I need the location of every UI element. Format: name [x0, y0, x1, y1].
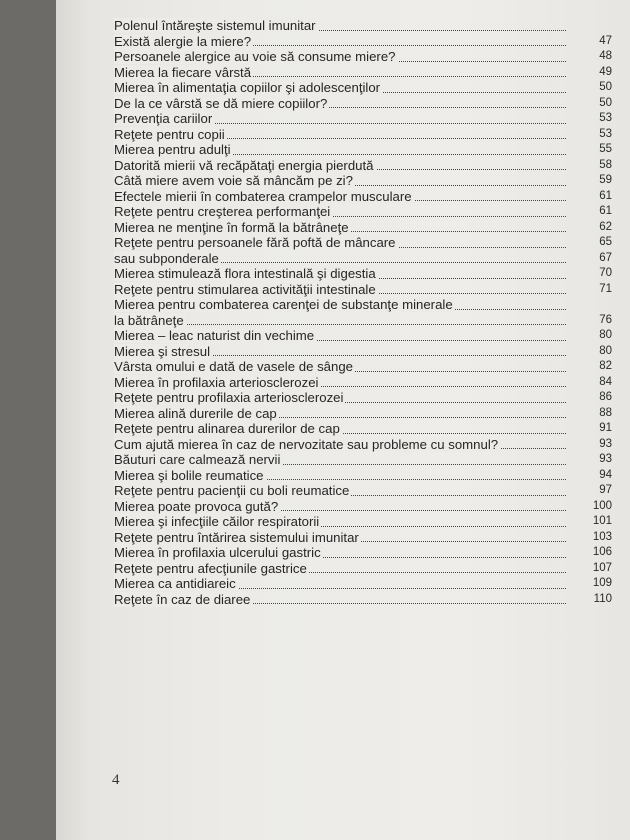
toc-entry: [114, 49, 612, 65]
toc-entry-title: Reţete pentru stimularea activităţii intestinale: [114, 281, 376, 297]
toc-entry: [114, 437, 612, 453]
toc-entry-page: 100: [592, 499, 612, 512]
toc-entry: [114, 483, 612, 499]
toc-entry-title: Reţete pentru alinarea durerilor de cap: [114, 421, 340, 436]
toc-entry-page: 93: [599, 453, 612, 465]
toc-entry-title: Reţete pentru copii: [114, 126, 225, 142]
toc-entry: [114, 80, 612, 96]
toc-entry-page: 53: [599, 112, 612, 124]
toc-entry-title: Mierea ne menţine în formă la bătrâneţe: [114, 219, 349, 235]
toc-entry-title: Mierea poate provoca gută?: [114, 498, 279, 514]
toc-entry-title: Mierea şi stresul: [114, 343, 211, 359]
toc-entry-page: 80: [599, 329, 612, 341]
toc-entry: [114, 220, 612, 236]
toc-entry-page: 59: [599, 174, 612, 186]
toc-entry-page: 82: [599, 360, 612, 372]
toc-entry-page: 94: [599, 468, 612, 481]
toc-entry: [114, 514, 612, 530]
toc-entry: [114, 499, 612, 515]
toc-entry-title: Mierea ca antidiareic: [114, 576, 236, 591]
toc-entry-title: Mierea alină durerile de cap: [114, 405, 277, 421]
toc-entry: [114, 390, 612, 406]
toc-entry-title: sau subponderale: [114, 250, 219, 266]
toc-entry-title: Reţete pentru persoanele fără poftă de mâncare: [114, 235, 396, 250]
toc-entry-page: 61: [599, 205, 612, 217]
toc-entry-page: 70: [599, 267, 612, 279]
toc-entry: [114, 204, 612, 220]
toc-entry-title: Mierea – leac naturist din vechime: [114, 328, 315, 343]
toc-entry-page: 88: [599, 406, 612, 419]
toc-entry-title: Mierea în profilaxia ulcerului gastric: [114, 545, 321, 560]
toc-entry-title: Mierea şi infecţiile căilor respiratorii: [114, 514, 320, 529]
toc-entry: [114, 328, 612, 344]
toc-entry-page: 103: [592, 530, 612, 543]
toc-entry-title: Băuturi care calmează nervii: [114, 452, 281, 467]
toc-entry: [114, 251, 612, 267]
toc-entry-page: 50: [599, 96, 612, 109]
toc-entry: [114, 127, 612, 143]
toc-entry-title: Cum ajută mierea în caz de nervozitate sau probleme cu somnul?: [114, 436, 499, 452]
toc-entry-page: 65: [599, 236, 612, 248]
toc-entry-page: 107: [592, 561, 612, 574]
toc-entry-title: Mierea în profilaxia arteriosclerozei: [114, 374, 319, 390]
toc-entry-title: Efectele mierii în combaterea crampelor musculare: [114, 188, 412, 204]
toc-entry-page: 50: [599, 81, 612, 93]
toc-entry: [114, 297, 612, 313]
toc-entry: [114, 173, 612, 189]
table-of-contents: [114, 18, 612, 607]
toc-entry-title: Există alergie la miere?: [114, 33, 252, 49]
toc-entry: [114, 96, 612, 112]
toc-entry: [114, 576, 612, 592]
toc-entry: [114, 421, 612, 437]
toc-entry-page: 58: [599, 158, 612, 171]
book-page: [56, 0, 630, 840]
toc-entry: [114, 266, 612, 282]
toc-entry: [114, 530, 612, 546]
toc-entry-title: Mierea în alimentaţia copiilor şi adolescenţilor: [114, 80, 381, 95]
toc-entry-title: Mierea la fiecare vârstă: [114, 64, 252, 80]
toc-entry: [114, 452, 612, 468]
toc-entry-page: 48: [599, 50, 612, 62]
toc-entry-title: Polenul întăreşte sistemul imunitar: [114, 18, 316, 33]
toc-entry-page: 80: [599, 344, 612, 357]
toc-entry: [114, 18, 612, 34]
toc-entry-page: 62: [599, 220, 612, 233]
toc-entry-page: 49: [599, 65, 612, 78]
toc-entry: [114, 34, 612, 50]
toc-entry: [114, 344, 612, 360]
toc-entry-title: Reţete pentru întărirea sistemului imunitar: [114, 529, 359, 545]
toc-entry: [114, 561, 612, 577]
toc-entry-title: Vârsta omului e dată de vasele de sânge: [114, 359, 353, 374]
toc-entry-page: 110: [593, 592, 612, 605]
toc-entry: [114, 282, 612, 298]
toc-entry-title: Reţete pentru afecţiunile gastrice: [114, 560, 307, 576]
toc-entry: [114, 158, 612, 174]
page-number: 4: [112, 772, 120, 788]
toc-entry-title: Mierea pentru combaterea carenţei de substanţe minerale: [114, 297, 453, 312]
toc-entry: [114, 65, 612, 81]
toc-entry: [114, 468, 612, 484]
toc-entry: [114, 111, 612, 127]
toc-entry-page: 109: [592, 577, 612, 589]
toc-entry: [114, 406, 612, 422]
toc-entry-page: 61: [599, 189, 612, 202]
toc-entry-page: 67: [599, 251, 612, 264]
toc-entry: [114, 545, 612, 561]
toc-entry-page: 53: [599, 127, 612, 140]
toc-entry: [114, 592, 612, 608]
toc-entry-page: 101: [592, 515, 612, 527]
toc-entry-page: 93: [599, 437, 612, 450]
toc-entry-page: 71: [599, 282, 612, 295]
toc-entry: [114, 142, 612, 158]
toc-entry-title: Reţete pentru creşterea performanţei: [114, 204, 331, 219]
toc-entry-page: 91: [599, 422, 612, 434]
toc-entry-page: 84: [599, 375, 612, 388]
toc-entry-title: Mierea şi bolile reumatice: [114, 467, 264, 483]
toc-entry-title: Datorită mierii vă recăpătaţi energia pierdută: [114, 157, 374, 173]
toc-entry-title: Reţete pentru profilaxia arteriosclerozei: [114, 390, 344, 405]
toc-entry: [114, 359, 612, 375]
toc-entry-title: Câtă miere avem voie să mâncăm pe zi?: [114, 173, 353, 188]
toc-entry-page: 47: [599, 34, 612, 47]
toc-entry-title: Reţete în caz de diaree: [114, 591, 251, 607]
toc-entry-title: la bătrâneţe: [114, 312, 184, 328]
toc-entry-title: Mierea stimulează flora intestinală şi digestia: [114, 266, 376, 281]
toc-entry: [114, 235, 612, 251]
toc-entry-title: Persoanele alergice au voie să consume miere?: [114, 49, 396, 64]
toc-entry-page: 55: [599, 143, 612, 155]
toc-entry: [114, 189, 612, 205]
toc-entry: [114, 313, 612, 329]
toc-entry-page: 86: [599, 391, 612, 403]
toc-entry-title: Reţete pentru pacienţii cu boli reumatice: [114, 483, 350, 498]
toc-entry: [114, 375, 612, 391]
toc-entry-page: 97: [599, 484, 612, 496]
toc-entry-title: Prevenţia cariilor: [114, 111, 213, 126]
toc-entry-page: 106: [592, 546, 612, 558]
toc-entry-page: 76: [599, 313, 612, 326]
toc-entry-title: De la ce vârstă se dă miere copiilor?: [114, 95, 328, 111]
toc-entry-title: Mierea pentru adulţi: [114, 142, 231, 157]
